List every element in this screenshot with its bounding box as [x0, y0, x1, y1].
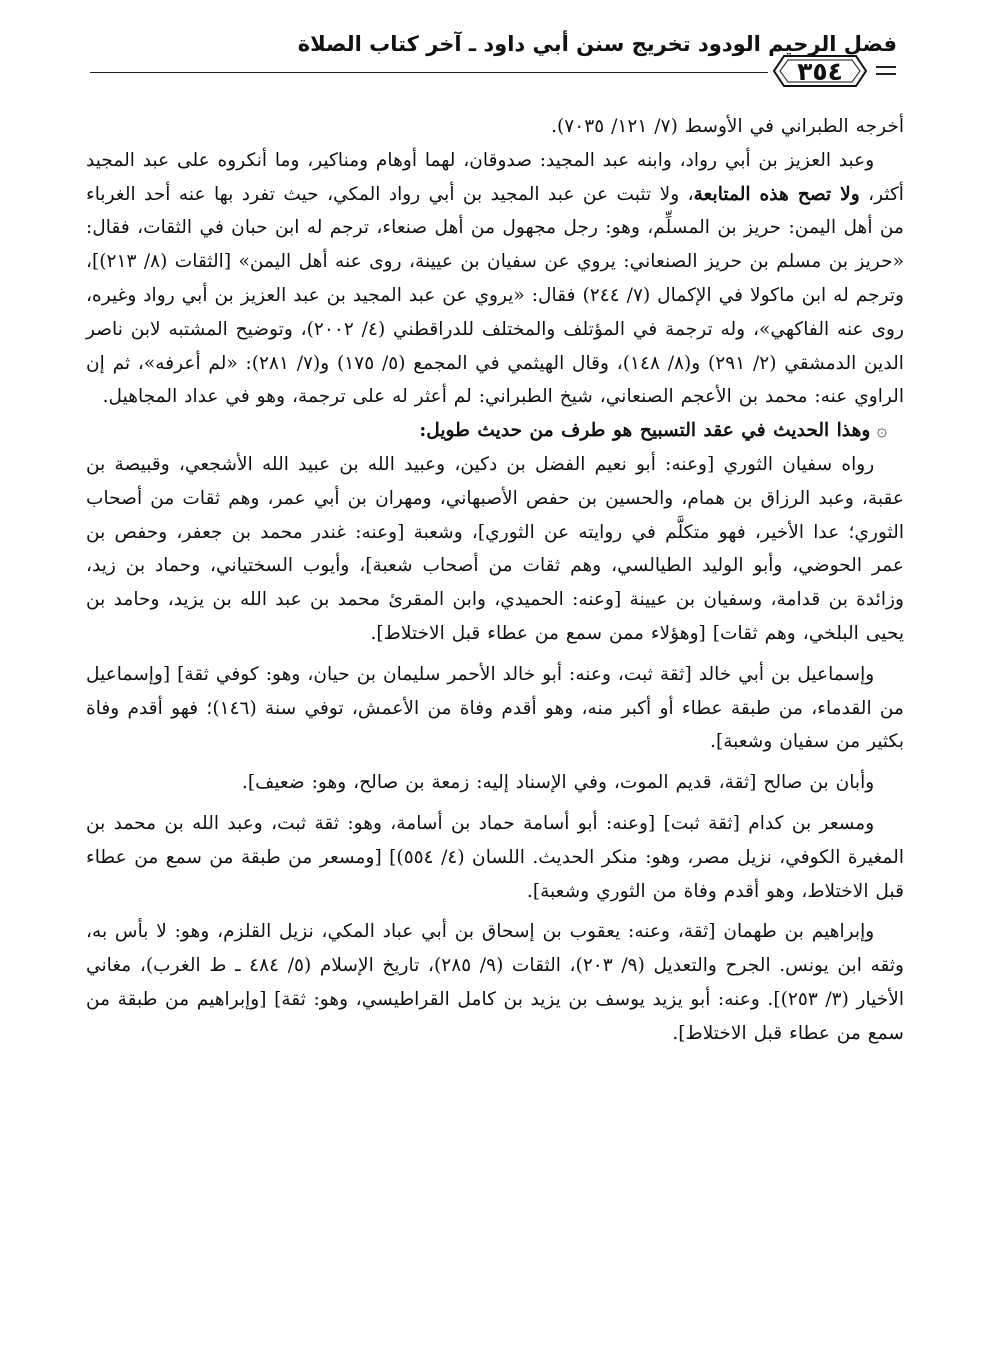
- page-number: ٣٥٤: [797, 56, 843, 86]
- header-rule: [90, 72, 768, 73]
- section-heading-text: وهذا الحديث في عقد التسبيح هو طرف من حديث طويل:: [419, 420, 871, 442]
- paragraph-citation: أخرجه الطبراني في الأوسط (٧/ ١٢١/ ٧٠٣٥).: [551, 116, 904, 137]
- paragraph-narrators-critique: [86, 144, 904, 414]
- main-text: [86, 110, 904, 1051]
- paragraph-text: ، ولا تثبت عن عبد المجيد بن أبي رواد المكي، حيث تفرد بها عنه أحد الغرباء من أهل اليمن: حريز بن المسلِّم، وهو: رجل مجهول من أهل صنعاء، ترجم له ابن حبان في الثقات، فقال: «حريز بن مسلم بن حريز الصنعاني: يروي عن سفيان بن عيينة، روى عنه أهل اليمن» [الثقات (٨/ ٢١٣)]، وترجم له ابن ماكولا في الإكمال (٧/ ٢٤٤) فقال: «يروي عن عبد المجيد بن عبد العزيز بن أبي رواد وغيره، روى عنه الفاكهي»، وله ترجمة في المؤتلف والمختلف للدراقطني (٤/ ٢٠٠٢)، وتوضيح المشتبه لابن ناصر الدين الدمشقي (٢/ ٢٩١) و(٨/ ١٤٨)، وقال الهيثمي في المجمع (٥/ ١٧٥) و(٧/ ٢٨١): «لم أعرفه»، ثم إن الراوي عنه: محمد بن الأعجم الصنعاني، شيخ الطبراني: لم أعثر له على ترجمة، وهو في عداد المجاهيل.: [86, 183, 904, 408]
- page-number-badge: [770, 52, 870, 90]
- section-heading: [86, 414, 904, 448]
- running-title: فضل الرحيم الودود تخريج سنن أبي داود ـ آخر كتاب الصلاة: [297, 32, 897, 56]
- paragraph-aban: وأبان بن صالح [ثقة، قديم الموت، وفي الإسناد إليه: زمعة بن صالح، وهو: ضعيف].: [241, 772, 875, 794]
- emphasis-text: ولا تصح هذه المتابعة: [693, 183, 860, 205]
- paragraph-misar: ومسعر بن كدام [ثقة ثبت] [وعنه: أبو أسامة حماد بن أسامة، وهو: ثقة ثبت، وعبد الله بن محمد بن المغيرة الكوفي، نزيل مصر، وهو: منكر الحديث. اللسان (٤/ ٥٥٤)] [ومسعر من طبقة من سمع من عطاء قبل الاختلاط، وهو أقدم وفاة من الثوري وشعبة].: [86, 812, 904, 902]
- paragraph-chains: رواه سفيان الثوري [وعنه: أبو نعيم الفضل بن دكين، وعبيد الله بن عبيد الله الأشجعي، وقبيصة بن عقبة، وعبد الرزاق بن همام، والحسين بن حفص الأصبهاني، ومهران بن أبي عمر، وهم ثقات من أصحاب الثوري؛ عدا الأخير، فهو متكلَّم في روايته عن الثوري]، وشعبة [وعنه: غندر محمد بن جعفر، وحفص بن عمر الحوضي، وأبو الوليد الطيالسي، وهم ثقات من أصحاب شعبة]، وأيوب السختياني، وحماد بن زيد، وزائدة بن قدامة، وسفيان بن عيينة [وعنه: الحميدي، وابن المقرئ محمد بن عبد الله بن يزيد، وحامد بن يحيى البلخي، وهم ثقات] [وهؤلاء ممن سمع من عطاء قبل الاختلاط].: [86, 453, 904, 644]
- header-rule-ornament: [876, 66, 896, 75]
- paragraph-text: وعبد العزيز بن أبي رواد، وابنه عبد المجيد: صدوقان، لهما أوهام ومناكير، وما أنكروه على عبد المجيد أكثر،: [86, 149, 904, 205]
- paragraph-ismail: وإسماعيل بن أبي خالد [ثقة ثبت، وعنه: أبو خالد الأحمر سليمان بن حيان، وهو: كوفي ثقة] [وإسماعيل من القدماء، من طبقة عطاء أو أكبر منه، وهو أقدم وفاة من الأعمش، توفي سنة (١٤٦)؛ فهو أقدم وفاة بكثير من سفيان وشعبة].: [86, 663, 904, 753]
- paragraph-ibrahim: وإبراهيم بن طهمان [ثقة، وعنه: يعقوب بن إسحاق بن أبي عباد المكي، نزيل القلزم، وهو: لا بأس به، وثقه ابن يونس. الجرح والتعديل (٩/ ٢٠٣)، الثقات (٩/ ٢٨٥)، تاريخ الإسلام (٥/ ٤٨٤ ـ ط الغرب)، مغاني الأخيار (٣/ ٢٥٣)]. وعنه: أبو يزيد يوسف بن يزيد بن كامل القراطيسي، وهو: ثقة] [وإبراهيم من طبقة من سمع من عطاء قبل الاختلاط].: [86, 921, 905, 1044]
- bullet-ornament-icon: ۞: [876, 420, 888, 442]
